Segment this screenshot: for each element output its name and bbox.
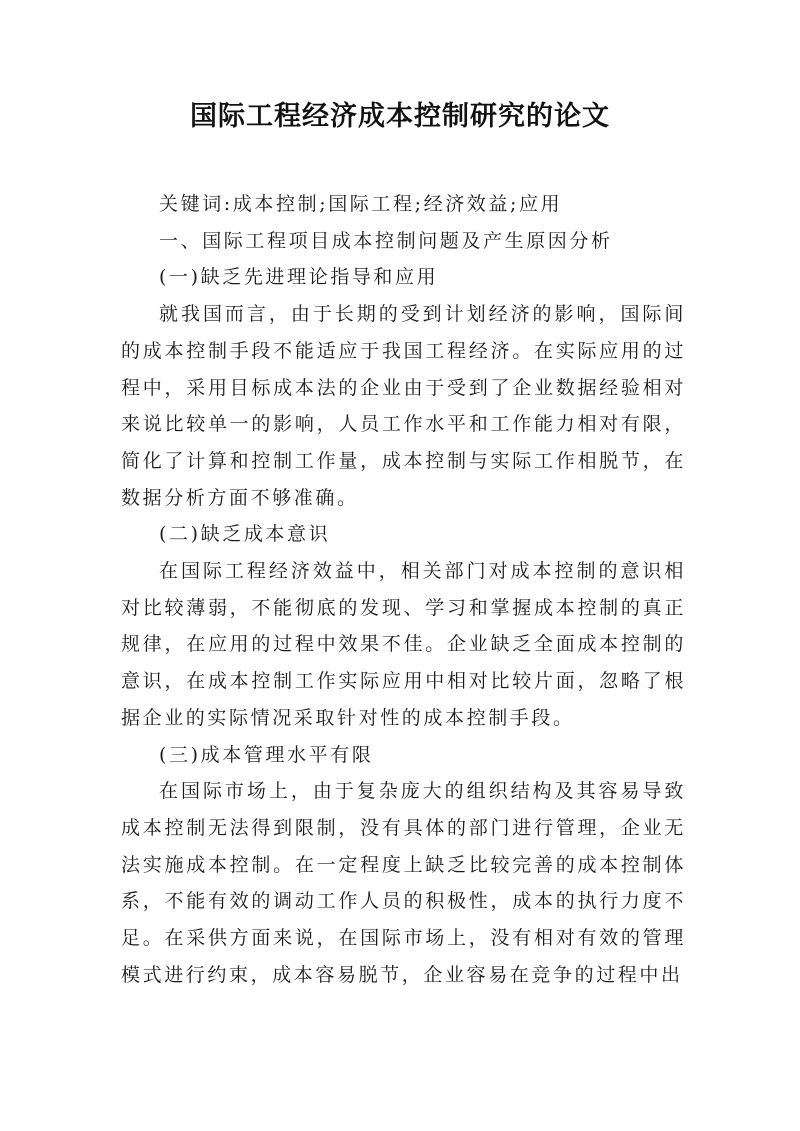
subsection-heading-3: (三)成本管理水平有限: [159, 743, 374, 766]
section-heading-1: 一、国际工程项目成本控制问题及产生原因分析: [159, 229, 613, 252]
document-body: [121, 186, 686, 993]
document-title: 国际工程经济成本控制研究的论文: [190, 101, 610, 132]
subsection-heading-1: (一)缺乏先进理论指导和应用: [159, 266, 439, 289]
paragraph-2: 在国际工程经济效益中，相关部门对成本控制的意识相对比较薄弱，不能彻底的发现、学习和掌握成本控制的真正规律，在应用的过程中效果不佳。企业缺乏全面成本控制的意识，在成本控制工作实际应用中相对比较片面，忽略了根据企业的实际情况采取针对性的成本控制手段。: [121, 560, 686, 729]
subsection-heading-2: (二)缺乏成本意识: [159, 523, 331, 546]
paragraph-1: 就我国而言，由于长期的受到计划经济的影响，国际间的成本控制手段不能适应于我国工程经济。在实际应用的过程中，采用目标成本法的企业由于受到了企业数据经验相对来说比较单一的影响，人员工作水平和工作能力相对有限，简化了计算和控制工作量，成本控制与实际工作相脱节，在数据分析方面不够准确。: [121, 303, 686, 509]
paragraph-3: 在国际市场上，由于复杂庞大的组织结构及其容易导致成本控制无法得到限制，没有具体的部门进行管理，企业无法实施成本控制。在一定程度上缺乏比较完善的成本控制体系，不能有效的调动工作人员的积极性，成本的执行力度不足。在采供方面来说，在国际市场上，没有相对有效的管理模式进行约束，成本容易脱节，企业容易在竞争的过程中出: [121, 780, 686, 986]
keywords-line: 关键词:成本控制;国际工程;经济效益;应用: [159, 193, 563, 215]
